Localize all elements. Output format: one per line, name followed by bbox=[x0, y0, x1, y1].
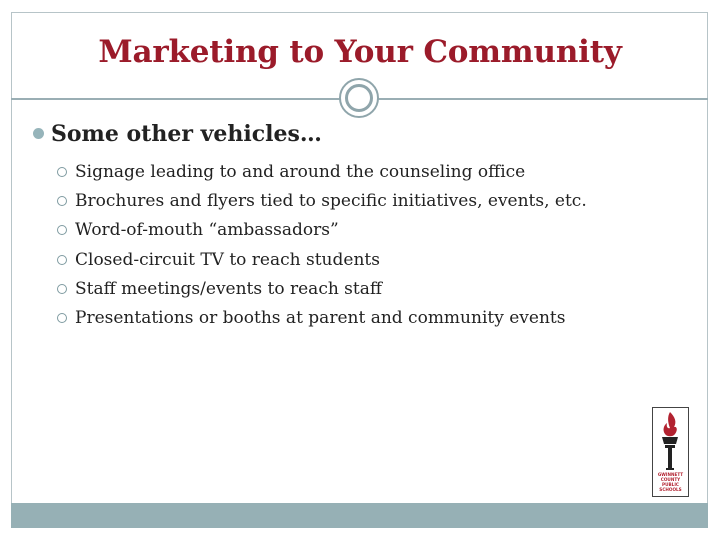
ring-ornament-icon bbox=[339, 78, 379, 118]
footer-bar bbox=[11, 503, 708, 528]
list-item bbox=[57, 274, 587, 303]
circle-bullet-icon bbox=[57, 225, 67, 235]
svg-text:COUNTY: COUNTY bbox=[660, 477, 681, 482]
torch-icon bbox=[653, 408, 688, 496]
school-district-logo bbox=[652, 407, 689, 497]
list-item-text: Brochures and flyers tied to specific initiatives, events, etc. bbox=[75, 190, 587, 211]
list-item-text: Presentations or booths at parent and community events bbox=[75, 308, 566, 329]
list-item bbox=[57, 186, 587, 215]
list-item bbox=[57, 245, 587, 274]
list-item-text: Closed-circuit TV to reach students bbox=[75, 249, 380, 270]
circle-bullet-icon bbox=[57, 284, 67, 294]
svg-text:SCHOOLS: SCHOOLS bbox=[659, 487, 682, 492]
svg-text:GWINNETT: GWINNETT bbox=[657, 472, 684, 477]
bullet-list bbox=[57, 157, 587, 333]
slide-title: Marketing to Your Community bbox=[98, 34, 622, 70]
list-item-text: Word-of-mouth “ambassadors” bbox=[75, 220, 339, 241]
circle-bullet-icon bbox=[57, 255, 67, 265]
circle-bullet-icon bbox=[57, 313, 67, 323]
section-heading-text: Some other vehicles… bbox=[51, 121, 322, 147]
list-item bbox=[57, 157, 587, 186]
list-item-text: Staff meetings/events to reach staff bbox=[75, 278, 382, 299]
list-item-text: Signage leading to and around the counseling office bbox=[75, 161, 526, 182]
circle-bullet-icon bbox=[57, 167, 67, 177]
svg-text:PUBLIC: PUBLIC bbox=[662, 482, 679, 487]
circle-bullet-icon bbox=[57, 196, 67, 206]
section-heading bbox=[33, 121, 322, 147]
list-item bbox=[57, 303, 587, 332]
bullet-dot-icon bbox=[33, 128, 44, 139]
list-item bbox=[57, 216, 587, 245]
